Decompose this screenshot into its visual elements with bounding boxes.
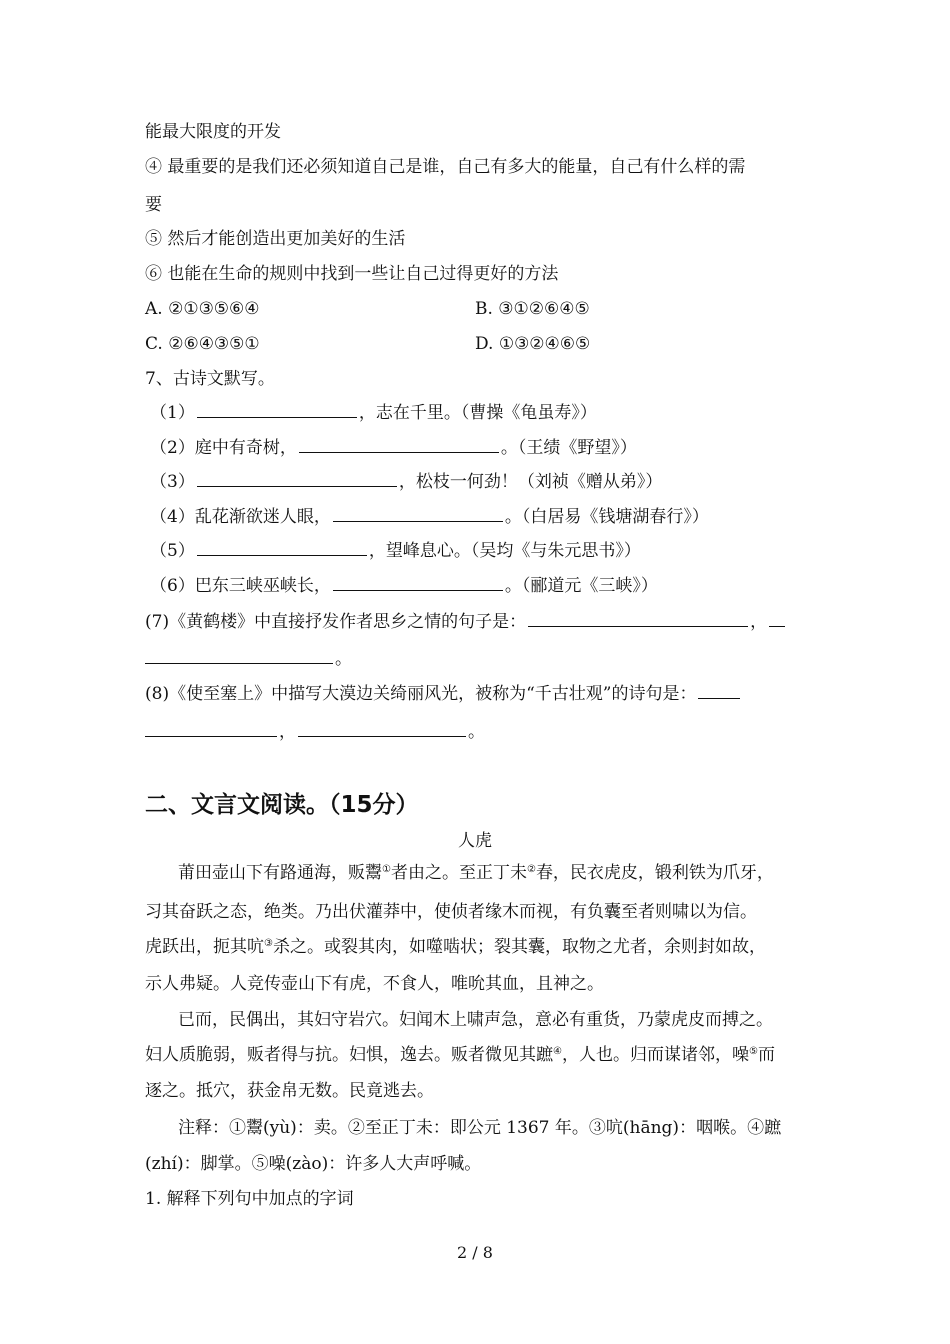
q7-item-6: （6）巴东三峡巫峡长， 。（郦道元《三峡》） bbox=[150, 576, 658, 596]
note-mark: ① bbox=[382, 864, 391, 875]
option-a: A. ②①③⑤⑥④ bbox=[145, 299, 260, 319]
answer-blank[interactable] bbox=[333, 506, 503, 522]
passage-p1-line-3: 虎跃出，扼其吭③杀之。或裂其肉，如噬啮状；裂其囊，取物之尤者，余则封如故， bbox=[145, 937, 766, 957]
note-mark: ④ bbox=[553, 1046, 562, 1057]
passage-p1-line-2: 习其奋跃之态，绝类。乃出伏灌莽中，使侦者缘木而视，有负囊至者则啸以为信。 bbox=[145, 902, 757, 922]
q7-item-1: （1） ，志在千里。（曹操《龟虽寿》） bbox=[150, 403, 597, 423]
answer-blank[interactable] bbox=[197, 471, 397, 487]
q7-item-7: (7)《黄鹤楼》中直接抒发作者思乡之情的句子是： ， bbox=[145, 611, 787, 633]
q7-item-5: （5） ，望峰息心。（吴均《与朱元思书》） bbox=[150, 541, 641, 561]
answer-blank[interactable] bbox=[299, 437, 499, 453]
section-heading: 二、文言文阅读。（15分） bbox=[145, 792, 419, 818]
passage-p2-line-2: 妇人质脆弱，贩者得与抗。妇惧，逸去。贩者微见其蹠④，人也。归而谋诸邻，噪⑤而 bbox=[145, 1045, 775, 1065]
passage-p1-line-4: 示人弗疑。人竞传壶山下有虎，不食人，唯吮其血，且神之。 bbox=[145, 974, 604, 994]
top-line-3: 要 bbox=[145, 195, 162, 215]
option-c: C. ②⑥④③⑤① bbox=[145, 334, 260, 354]
note-mark: ③ bbox=[264, 938, 273, 949]
passage-p2-line-3: 逐之。抵穴，获金帛无数。民竟逃去。 bbox=[145, 1081, 434, 1101]
top-line-1: 能最大限度的开发 bbox=[145, 122, 281, 142]
passage-title: 人虎 bbox=[458, 831, 492, 851]
top-line-5: ⑥ 也能在生命的规则中找到一些让自己过得更好的方法 bbox=[145, 264, 559, 284]
answer-blank[interactable] bbox=[528, 611, 748, 627]
note-mark: ② bbox=[526, 864, 536, 875]
passage-p1-line-1: 莆田壶山下有路通海，贩鬻①者由之。至正丁未②春，民衣虎皮，锻利铁为爪牙， bbox=[178, 863, 774, 883]
q7-item-7-cont: 。 bbox=[145, 648, 352, 670]
option-b: B. ③①②⑥④⑤ bbox=[475, 299, 590, 319]
answer-blank[interactable] bbox=[298, 721, 466, 737]
answer-blank[interactable] bbox=[145, 648, 333, 664]
q7-item-4: （4）乱花渐欲迷人眼， 。（白居易《钱塘湖春行》） bbox=[150, 507, 709, 527]
passage-p2-line-1: 已而，民偶出，其妇守岩穴。妇闻木上啸声急，意必有重货，乃蒙虎皮而搏之。 bbox=[178, 1010, 773, 1030]
answer-blank[interactable] bbox=[197, 540, 367, 556]
notes-line-2: (zhí)：脚掌。⑤噪(zào)：许多人大声呼喊。 bbox=[145, 1154, 482, 1174]
top-line-2: ④ 最重要的是我们还必须知道自己是谁，自己有多大的能量，自己有什么样的需 bbox=[145, 157, 746, 177]
answer-blank[interactable] bbox=[197, 402, 357, 418]
q7-item-8-cont: ， 。 bbox=[145, 721, 485, 743]
option-d: D. ①③②④⑥⑤ bbox=[475, 334, 591, 354]
q7-title: 7、古诗文默写。 bbox=[145, 369, 275, 389]
answer-blank[interactable] bbox=[769, 611, 785, 627]
answer-blank[interactable] bbox=[145, 721, 277, 737]
page-number: 2 / 8 bbox=[457, 1243, 493, 1262]
top-line-4: ⑤ 然后才能创造出更加美好的生活 bbox=[145, 229, 406, 249]
answer-blank[interactable] bbox=[333, 575, 503, 591]
q7-item-3: （3） ，松枝一何劲！（刘祯《赠从弟》） bbox=[150, 472, 663, 492]
note-mark: ⑤ bbox=[748, 1046, 758, 1057]
q7-item-8: (8)《使至塞上》中描写大漠边关绮丽风光，被称为“千古壮观”的诗句是： bbox=[145, 683, 742, 705]
answer-blank[interactable] bbox=[698, 683, 740, 699]
notes-line-1: 注释：①鬻(yù)：卖。②至正丁未：即公元 1367 年。③吭(hāng)：咽喉。④蹠 bbox=[178, 1118, 782, 1138]
question-1: 1. 解释下列句中加点的字词 bbox=[145, 1189, 354, 1209]
q7-item-2: （2）庭中有奇树， 。（王绩《野望》） bbox=[150, 438, 637, 458]
